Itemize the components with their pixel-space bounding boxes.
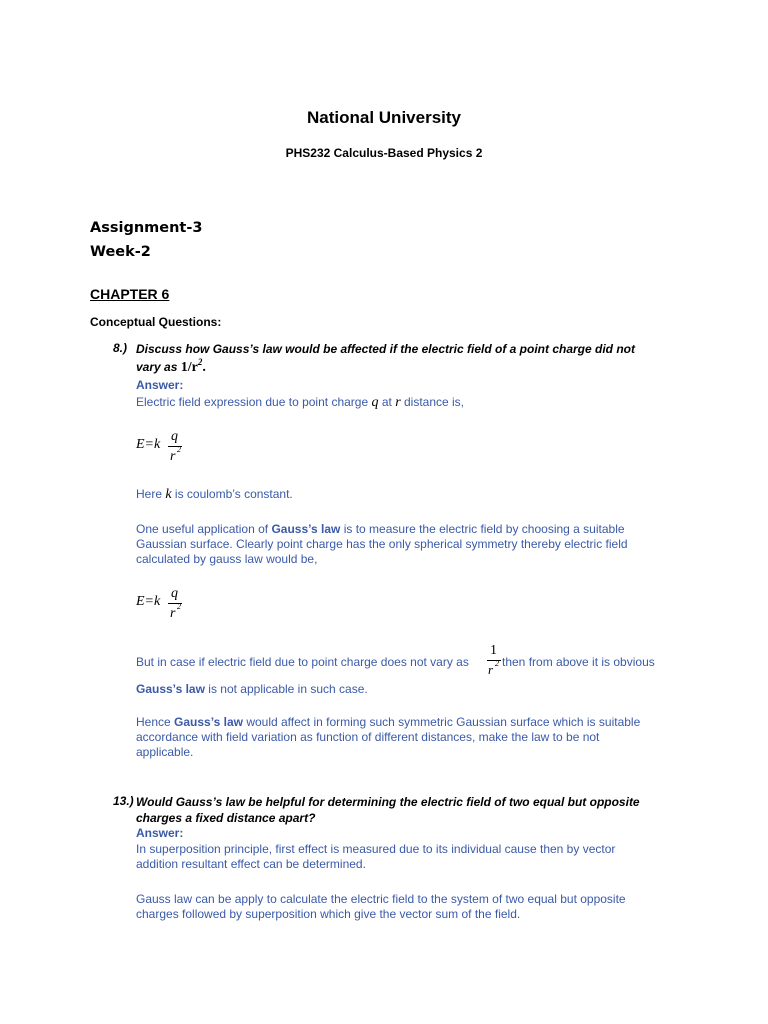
q8-p6-text-a: Hence	[136, 715, 171, 729]
q8-p3-line3: calculated by gauss law would be,	[136, 552, 318, 566]
eq2-exponent: 2	[177, 602, 181, 611]
q8-answer-p1	[136, 395, 464, 410]
eq1-lhs: E=k	[136, 437, 161, 452]
q8-answer-p4-text-b: then from above it is obvious	[502, 655, 655, 669]
inverse-square-period: .	[202, 360, 206, 375]
inverse-square-expr	[180, 357, 206, 375]
q13-answer-label: Answer:	[136, 826, 184, 840]
q8-answer-label: Answer:	[136, 378, 184, 392]
question-13-number: 13.)	[113, 794, 134, 808]
eq1-numerator: q	[171, 429, 178, 444]
q8-p3-line2: Gaussian surface. Clearly point charge has the only spherical symmetry thereby electric field	[136, 537, 628, 551]
week-heading: Week-2	[90, 244, 151, 260]
question-8-text	[136, 340, 676, 358]
q8-p6-line3: applicable.	[136, 745, 194, 759]
university-title: National University	[307, 108, 461, 127]
eq1-denominator: r	[170, 449, 176, 464]
inverse-square-exponent: 2	[197, 357, 203, 367]
q8-p6-bold: Gauss’s law	[174, 715, 243, 729]
section-heading: Conceptual Questions:	[90, 315, 222, 329]
distance-symbol: r	[395, 395, 401, 410]
q8-p5-text: is not applicable in such case.	[208, 682, 368, 696]
q8-answer-p3	[136, 522, 696, 567]
q8-answer-p5	[136, 682, 368, 697]
q13-p1-line1: In superposition principle, first effect is measured due to its individual cause then by vector	[136, 842, 616, 856]
q8-p3-text-a: One useful application of	[136, 522, 269, 536]
question-8-line1: Discuss how Gauss’s law would be affected if the electric field of a point charge did not	[136, 342, 635, 356]
charge-symbol: q	[371, 395, 379, 410]
question-8-number: 8.)	[113, 341, 128, 355]
eq2-numerator: q	[171, 586, 178, 601]
q8-answer-p6	[136, 715, 696, 760]
frac-denominator: r	[488, 662, 494, 677]
q8-p2-text-a: Here	[136, 487, 163, 501]
q13-answer-p2	[136, 892, 696, 922]
q8-p1-text-c: distance is,	[403, 395, 465, 409]
chapter-heading: CHAPTER 6	[90, 286, 170, 302]
question-8-line2: vary as	[136, 360, 178, 374]
q8-p6-text-b: would affect in forming such symmetric Gaussian surface which is suitable	[246, 715, 641, 729]
assignment-heading: Assignment-3	[90, 220, 203, 236]
course-title: PHS232 Calculus-Based Physics 2	[285, 146, 483, 160]
eq1-exponent: 2	[177, 445, 181, 454]
q13-p2-line2: charges followed by superposition which give the vector sum of the field.	[136, 907, 521, 921]
q8-answer-p2	[136, 487, 293, 502]
q13-p2-line1: Gauss law can be apply to calculate the electric field to the system of two equal but opposite	[136, 892, 626, 906]
q8-answer-p4-text: But in case if electric field due to point charge does not vary as	[136, 655, 469, 669]
q8-p2-text-b: is coulomb’s constant.	[174, 487, 293, 501]
q8-p1-text-a: Electric field expression due to point charge	[136, 395, 369, 409]
question-8-line2-wrap	[136, 358, 206, 377]
question-13-line2: charges a fixed distance apart?	[136, 811, 316, 825]
q8-p6-line1	[136, 715, 696, 730]
inverse-square-base: 1/r	[180, 360, 198, 375]
eq2-denominator: r	[170, 606, 176, 621]
coulomb-equation-1	[136, 428, 196, 468]
question-13-line1: Would Gauss’s law be helpful for determining the electric field of two equal but opposite	[136, 795, 640, 809]
q8-p6-line2: accordance with field variation as function of different distances, make the law to be not	[136, 730, 600, 744]
frac-numerator: 1	[490, 643, 497, 658]
coulomb-constant-symbol: k	[165, 487, 172, 502]
q13-answer-p1	[136, 842, 696, 872]
q8-p3-line1	[136, 522, 696, 537]
q8-p1-text-b: at	[381, 395, 392, 409]
q8-p3-text-b: is to measure the electric field by choosing a suitable	[343, 522, 625, 536]
eq2-lhs: E=k	[136, 594, 161, 609]
q13-p1-line2: addition resultant effect can be determined.	[136, 857, 366, 871]
q8-p5-bold: Gauss’s law	[136, 682, 205, 696]
frac-exponent: 2	[495, 659, 499, 668]
q8-p3-bold: Gauss’s law	[271, 522, 341, 536]
coulomb-equation-2	[136, 585, 196, 625]
